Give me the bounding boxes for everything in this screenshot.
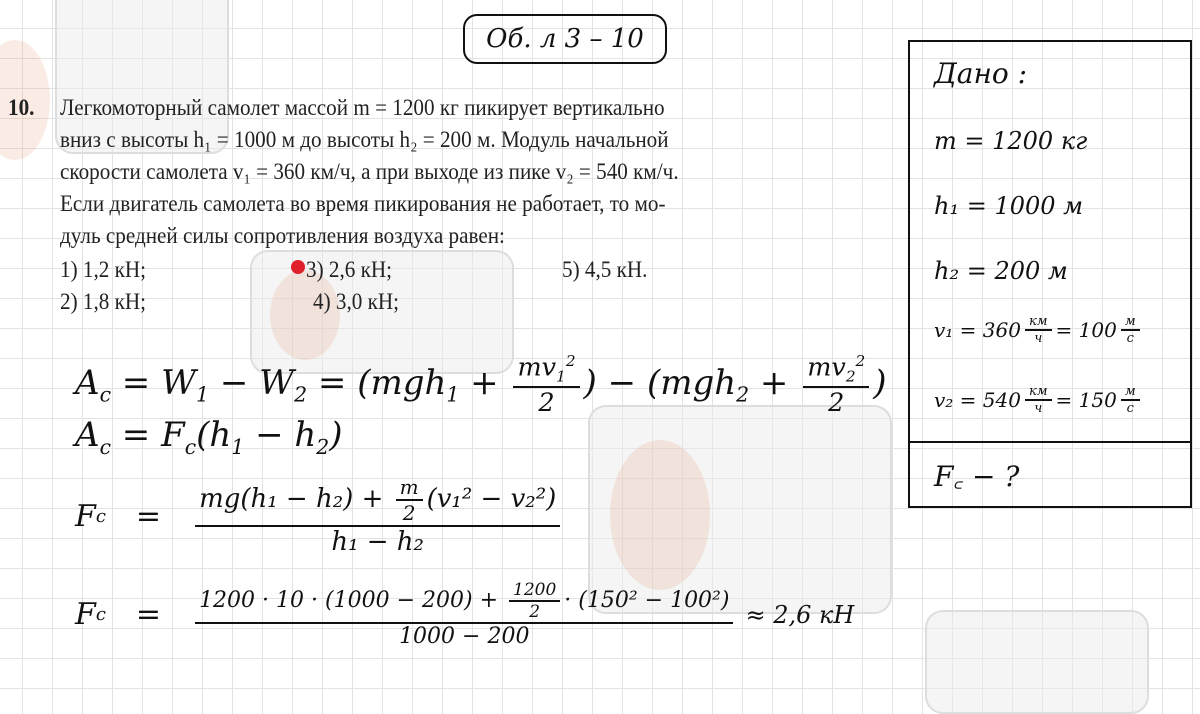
problem-line: Если двигатель самолета во время пикирования не работает, то мо- bbox=[60, 191, 666, 217]
given-mass: m = 1200 кг bbox=[934, 127, 1088, 155]
equation-work: $A_c = W_1 - W_2 = (mgh_1$ + $\frac{mv_1^2}{2}$ ) − (mgh$_2$ + $\frac{mv_2^2}{2}$ ) bbox=[75, 352, 887, 418]
option-5: 5) 4,5 кН. bbox=[562, 257, 648, 283]
given-divider bbox=[910, 441, 1190, 443]
equation-force-formula: F c = mg(h₁ − h₂) + $\frac{m}{2}$ (v₁² − v₂²) h₁ − h₂ bbox=[75, 475, 564, 557]
given-h2: h₂ = 200 м bbox=[934, 257, 1068, 285]
problem-line: скорости самолета v₁ = 360 км/ч, а при выходе из пике v₂ = 540 км/ч. bbox=[60, 159, 679, 185]
given-v1: v₁ = 360 $\frac{км}{ч}$ = 100 $\frac{м}{с}$ bbox=[934, 314, 1144, 346]
option-2: 2) 1,8 кН; bbox=[60, 289, 147, 315]
watermark-fox bbox=[610, 440, 710, 590]
watermark-qr bbox=[925, 610, 1149, 714]
option-1: 1) 1,2 кН; bbox=[60, 257, 147, 283]
result: ≈ 2,6 кН bbox=[745, 600, 855, 629]
given-box bbox=[908, 40, 1192, 508]
option-3: 3) 2,6 кН; bbox=[306, 257, 393, 283]
section-label: Об. л 3 – 10 bbox=[463, 14, 667, 64]
problem-line: вниз с высоты h₁ = 1000 м до высоты h₂ = 200 м. Модуль начальной bbox=[60, 127, 669, 153]
given-find: F꜀ − ? bbox=[934, 460, 1020, 493]
problem-number: 10. bbox=[8, 95, 35, 121]
selected-marker bbox=[291, 260, 305, 274]
equation-work-force: $A_c = F_c(h_1 - h_2)$ bbox=[75, 415, 343, 459]
given-h1: h₁ = 1000 м bbox=[934, 192, 1084, 220]
given-v2: v₂ = 540 $\frac{км}{ч}$ = 150 $\frac{м}{с}$ bbox=[934, 384, 1144, 416]
problem-line: дуль средней силы сопротивления воздуха равен: bbox=[60, 223, 505, 249]
given-title: Дано : bbox=[934, 57, 1028, 90]
option-4: 4) 3,0 кН; bbox=[313, 289, 400, 315]
problem-line: Легкомоторный самолет массой m = 1200 кг пикирует вертикально bbox=[60, 95, 665, 121]
equation-numeric: F c = 1200 · 10 · (1000 − 200) + $\frac{1200}{2}$ · (150² − 100²) 1000 − 200 ≈ 2,6 кН bbox=[75, 580, 855, 649]
